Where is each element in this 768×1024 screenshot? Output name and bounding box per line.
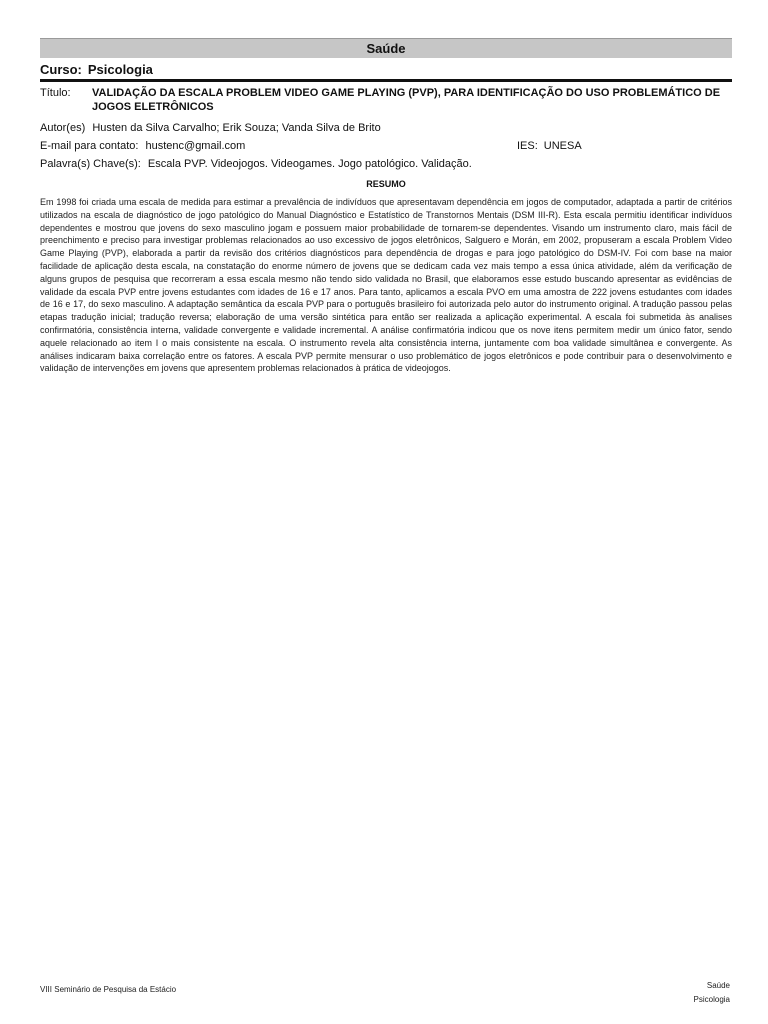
course-value: Psicologia — [87, 62, 153, 77]
authors-value: Husten da Silva Carvalho; Erik Souza; Vanda Silva de Brito — [92, 122, 381, 134]
footer-course: Psicologia — [693, 995, 730, 1004]
authors-row — [40, 120, 732, 136]
footer-seminar: VIII Seminário de Pesquisa da Estácio — [40, 985, 177, 994]
paper-title: VALIDAÇÃO DA ESCALA PROBLEM VIDEO GAME PLAYING (PVP), PARA IDENTIFICAÇÃO DO USO PROBLEMÁTICO DE JOGOS ELETRÔNICOS — [92, 87, 721, 113]
ies-block — [517, 138, 582, 154]
abstract-heading: RESUMO — [366, 179, 406, 189]
email-value: hustenc@gmail.com — [145, 140, 246, 152]
ies-label: IES: — [517, 140, 538, 152]
document-page — [40, 38, 732, 375]
footer-area: Saúde — [706, 981, 730, 990]
course-line — [40, 62, 732, 82]
keywords-label: Palavra(s) Chave(s): — [40, 158, 141, 170]
keywords-row — [40, 156, 732, 172]
course-label: Curso: — [40, 62, 82, 77]
abstract-text: Em 1998 foi criada uma escala de medida para estimar a prevalência de indivíduos que apresentavam dependência em jogos de computador, adaptada a partir de critérios utilizados na escala de diagnóstico de jogo patológico do Manual Diagnóstico e Estatístico de Transtornos Mentais (DSM III-R). Esta escala permitiu identificar indivíduos dependentes e mostrou que jovens do sexo masculino jogam e possuem maior probabilidade de tornarem-se dependentes. Visando um instrumento claro, mais fácil de preenchimento e preciso para investigar problemas relacionados ao uso excessivo de jogos eletrônicos, Salguero e Morán, em 2002, propuseram a escala Problem Video Game Playing (PVP), elaborada a partir da revisão dos critérios diagnósticos para dependência de drogas e para jogo patológico do DSM-IV. Foi com base na maior facilidade de aplicação desta escala, na constatação do enorme número de jovens que se dedicam cada vez mais tempo a essa única atividade, além da verificação de alguns grupos de pesquisa que recorreram a essa escala mesmo não tendo sido validada no Brasil, que elaboramos esse estudo buscando apresentar as evidências de validade da escala PVP entre jovens estudantes com idades de 16 e 17 anos. Para tanto, aplicamos a escala PVO em uma amostra de 222 jovens estudantes com idades de 16 e 17, do sexo masculino. A adaptação semântica da escala PVP para o português brasileiro foi autorizada pelo autor do instrumento original. A tradução passou pelas etapas tradução inicial; tradução reversa; elaboração de uma versão sintética para então ser realizada a aplicação experimental. A escala foi submetida às analises confirmatória, consistência interna, validade convergente e validade incremental. A análise confirmatória indicou que os nove itens permitem medir um único fator, sendo aquele relacionado ao item I o mais consistente na escala. O instrumento revela alta consistência interna, juntamente com boa validade simultânea e convergente. As análises indicaram baixa correlação entre os fatores. A escala PVP permite mensurar o uso problemático de jogos eletrônicos e pode contribuir para o desenvolvimento e validação de intervenções em jovens que apresentem problemas relacionados à prática de videojogos. — [40, 197, 732, 374]
title-row — [40, 86, 732, 114]
keywords-value: Escala PVP. Videojogos. Videogames. Jogo patológico. Validação. — [147, 158, 472, 170]
area-header: Saúde — [40, 38, 732, 58]
footer-area-course — [694, 979, 730, 1007]
title-label: Título: — [40, 87, 71, 99]
email-label: E-mail para contato: — [40, 140, 139, 152]
ies-value: UNESA — [543, 140, 582, 152]
authors-label: Autor(es) — [40, 122, 86, 134]
contact-row — [40, 138, 732, 154]
